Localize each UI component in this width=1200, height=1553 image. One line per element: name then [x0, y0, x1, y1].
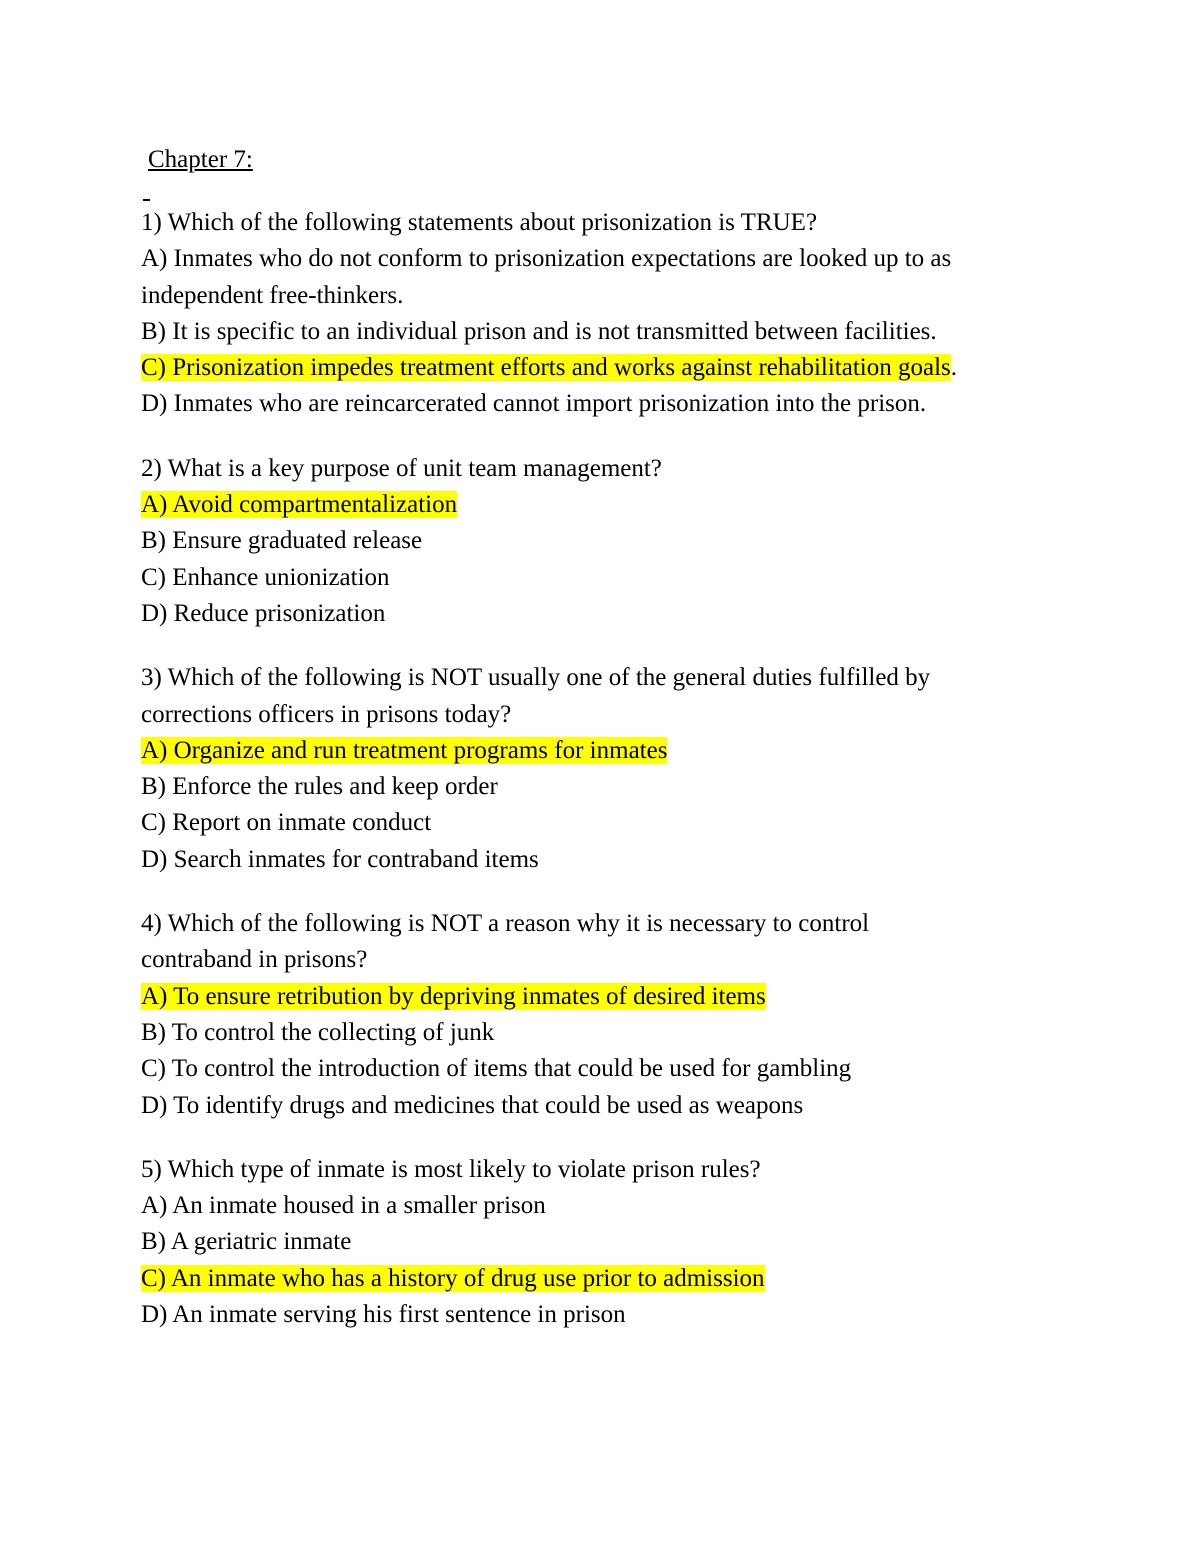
question-3 — [141, 660, 1051, 878]
option-b: B) Ensure graduated release — [141, 527, 423, 555]
underline-mark — [143, 199, 150, 201]
option-suffix: . — [950, 354, 958, 382]
question-4 — [141, 906, 1051, 1124]
option-c — [141, 350, 1051, 386]
option-d: D) Reduce prisonization — [141, 599, 386, 627]
question-stem: 4) Which of the following is NOT a reason why it is necessary to control contraband in prisons? — [141, 910, 870, 974]
correct-answer-highlight: A) To ensure retribution by depriving inmates of desired items — [141, 982, 766, 1010]
option-c: C) Enhance unionization — [141, 563, 390, 591]
option-d: D) An inmate serving his first sentence in prison — [141, 1301, 626, 1329]
option-a: A) Inmates who do not conform to prisonization expectations are looked up to as independent free-thinkers. — [141, 245, 952, 309]
option-a: A) An inmate housed in a smaller prison — [141, 1192, 546, 1220]
chapter-title: Chapter 7: — [148, 146, 253, 173]
question-2 — [141, 451, 1051, 632]
option-b: B) It is specific to an individual prison and is not transmitted between facilities. — [141, 317, 937, 345]
option-d: D) Search inmates for contraband items — [141, 845, 539, 873]
question-5 — [141, 1152, 1051, 1333]
correct-answer-highlight: A) Organize and run treatment programs for inmates — [141, 736, 668, 764]
option-d: D) Inmates who are reincarcerated cannot import prisonization into the prison. — [141, 390, 927, 418]
option-b: B) To control the collecting of junk — [141, 1018, 495, 1046]
option-d: D) To identify drugs and medicines that could be used as weapons — [141, 1091, 804, 1119]
option-a — [141, 487, 1051, 523]
option-c: C) Report on inmate conduct — [141, 809, 432, 837]
correct-answer-highlight: A) Avoid compartmentalization — [141, 491, 458, 519]
question-stem: 5) Which type of inmate is most likely to violate prison rules? — [141, 1155, 761, 1183]
question-stem: 2) What is a key purpose of unit team management? — [141, 454, 662, 482]
option-b: B) A geriatric inmate — [141, 1228, 352, 1256]
correct-answer-highlight: C) An inmate who has a history of drug use prior to admission — [141, 1264, 765, 1292]
question-1 — [141, 205, 1051, 423]
question-stem: 3) Which of the following is NOT usually one of the general duties fulfilled by corrections officers in prisons today? — [141, 664, 931, 728]
question-list — [141, 205, 1051, 1361]
option-a — [141, 979, 1051, 1015]
option-b: B) Enforce the rules and keep order — [141, 773, 498, 801]
option-a — [141, 733, 1051, 769]
question-stem: 1) Which of the following statements about prisonization is TRUE? — [141, 209, 818, 236]
option-c — [141, 1261, 1051, 1297]
option-c: C) To control the introduction of items that could be used for gambling — [141, 1055, 852, 1083]
correct-answer-highlight: C) Prisonization impedes treatment efforts and works against rehabilitation goals — [141, 354, 951, 382]
